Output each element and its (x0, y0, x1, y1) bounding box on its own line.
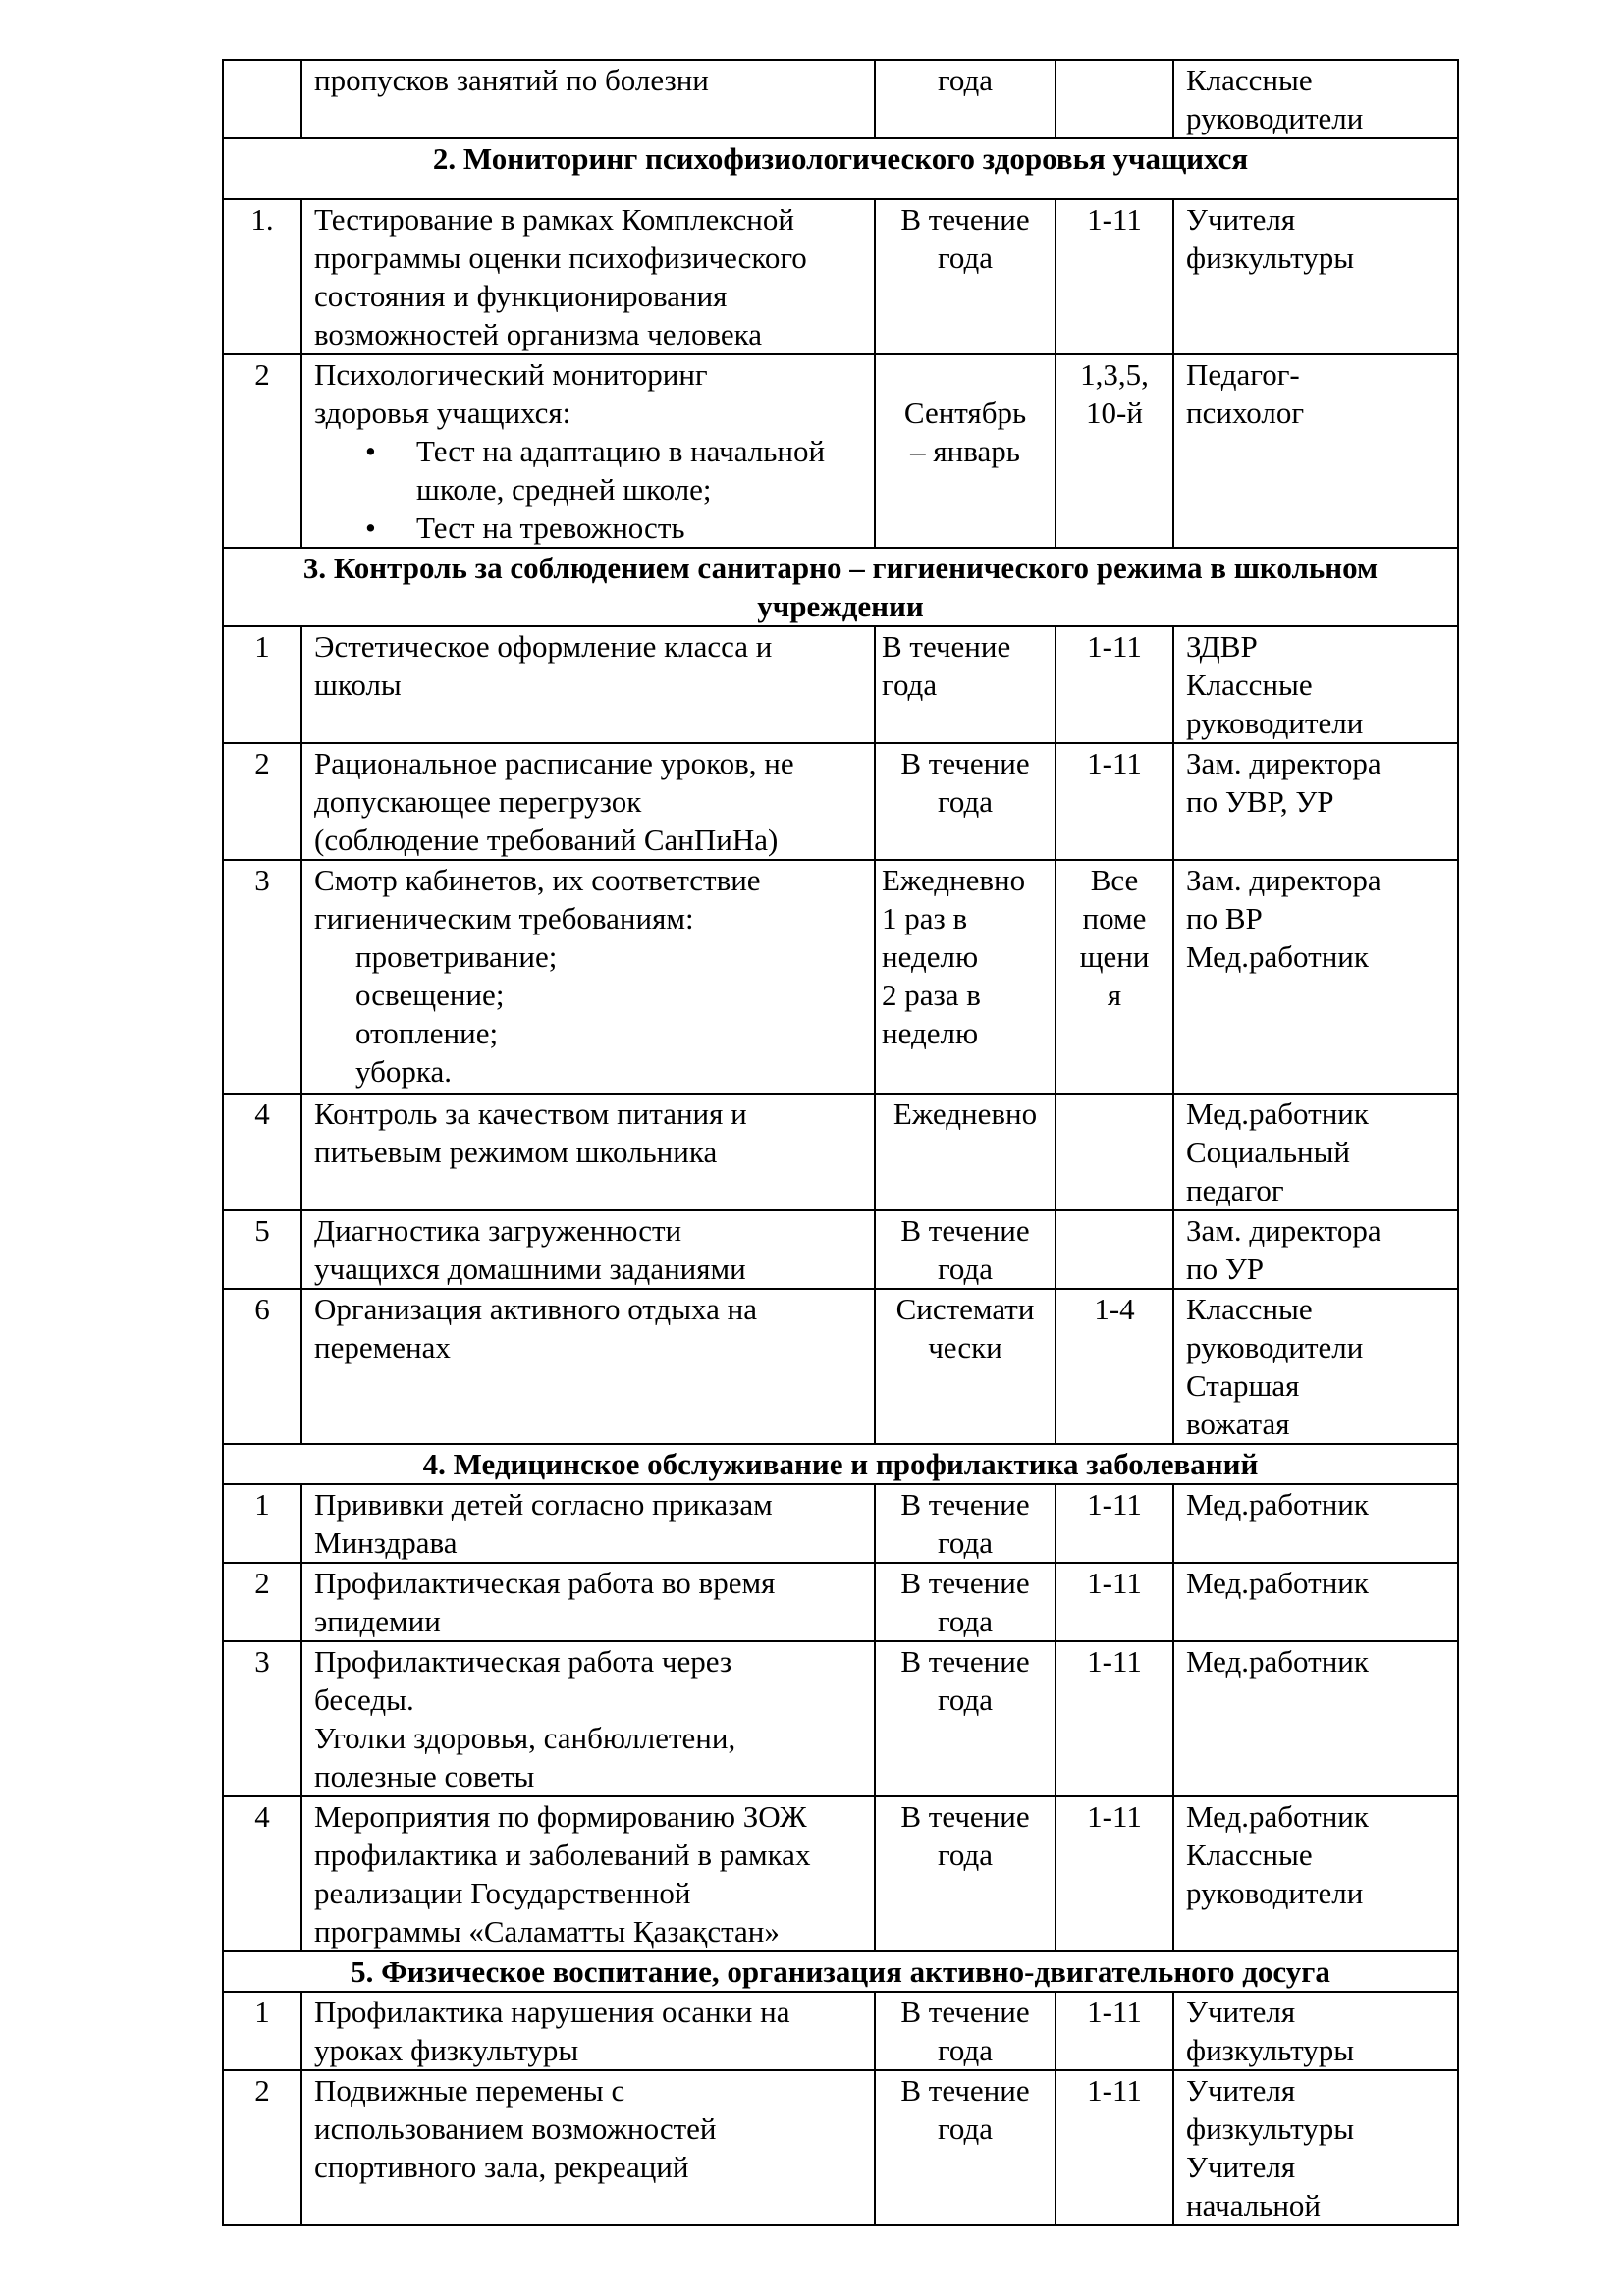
grades-cell (1056, 354, 1173, 548)
activity-text: полезные советы (314, 1759, 535, 1793)
activity-cell (301, 1796, 875, 1951)
activity-text: Минздрава (314, 1525, 458, 1560)
activity-cell (301, 354, 875, 548)
timing-text (882, 355, 1049, 394)
responsible-cell (1173, 2070, 1458, 2225)
responsible-text: Мед.работник (1186, 1644, 1369, 1679)
activity-text: уроках физкультуры (314, 2033, 579, 2067)
row-number-cell (223, 743, 301, 860)
table-row (223, 860, 1458, 1094)
timing-cell (875, 860, 1056, 1094)
activity-text: переменах (314, 1330, 451, 1364)
row-number-cell (223, 1796, 301, 1951)
row-number: 1 (254, 1487, 270, 1522)
responsible-cell (1173, 1289, 1458, 1444)
timing-text: В течение (900, 1799, 1030, 1834)
responsible-text: руководители (1186, 1330, 1364, 1364)
responsible-text: Мед.работник (1186, 1096, 1369, 1131)
row-number-cell (223, 1484, 301, 1563)
timing-text: Сентябрь (903, 396, 1027, 430)
row-number: 4 (254, 1096, 270, 1131)
activity-cell (301, 1210, 875, 1289)
section-row (223, 548, 1458, 626)
row-number: 5 (254, 1213, 270, 1248)
timing-text: 2 раза в (882, 978, 981, 1012)
grades-text: 1-11 (1087, 1995, 1142, 2029)
activity-text: Организация активного отдыха на (314, 1292, 757, 1326)
grades-text: 1-4 (1094, 1292, 1135, 1326)
responsible-text: Учителя (1186, 1995, 1296, 2029)
activity-text: Подвижные перемены с (314, 2073, 625, 2108)
responsible-text: Мед.работник (1186, 1487, 1369, 1522)
activity-text: пропусков занятий по болезни (314, 63, 709, 97)
grades-cell (1056, 743, 1173, 860)
activity-text: профилактика и заболеваний в рамках (314, 1838, 811, 1872)
row-number-cell (223, 2070, 301, 2225)
responsible-text: Классные (1186, 63, 1313, 97)
row-number: 2 (254, 746, 270, 780)
activity-text: спортивного зала, рекреаций (314, 2150, 689, 2184)
responsible-cell (1173, 60, 1458, 138)
document-page (222, 59, 1457, 2226)
row-number: 3 (254, 1644, 270, 1679)
timing-text: В течение (900, 746, 1030, 780)
grades-text: щени (1079, 939, 1150, 974)
responsible-text: педагог (1186, 1173, 1284, 1207)
timing-text: Ежедневно (893, 1096, 1038, 1131)
activity-text: (соблюдение требований СанПиНа) (314, 823, 779, 857)
table-row (223, 626, 1458, 743)
grades-cell (1056, 1210, 1173, 1289)
table-row (223, 1484, 1458, 1563)
bullet-item: школе, средней школе; (416, 472, 712, 507)
grades-cell (1056, 199, 1173, 354)
timing-cell (875, 1094, 1056, 1210)
table-body (223, 60, 1458, 2225)
activity-text: допускающее перегрузок (314, 784, 642, 819)
table-row (223, 1641, 1458, 1796)
row-number-cell (223, 1641, 301, 1796)
responsible-cell (1173, 860, 1458, 1094)
timing-text: года (937, 1525, 994, 1560)
timing-text: 1 раз в (882, 901, 968, 935)
timing-text: неделю (882, 939, 979, 974)
row-number-cell (223, 1563, 301, 1641)
grades-text (1060, 61, 1168, 99)
health-plan-table (222, 59, 1459, 2226)
grades-text: 1-11 (1087, 1644, 1142, 1679)
responsible-text: руководители (1186, 101, 1364, 135)
timing-cell (875, 199, 1056, 354)
responsible-text: Классные (1186, 1838, 1313, 1872)
responsible-text: ЗДВР (1186, 629, 1258, 664)
grades-cell (1056, 860, 1173, 1094)
row-number: 2 (254, 1566, 270, 1600)
grades-cell (1056, 1641, 1173, 1796)
activity-text: школы (314, 667, 402, 702)
timing-text: года (937, 2111, 994, 2146)
checklist-item: отопление; (355, 1016, 499, 1050)
responsible-text: руководители (1186, 1876, 1364, 1910)
activity-text: Прививки детей согласно приказам (314, 1487, 773, 1522)
table-row (223, 1094, 1458, 1210)
responsible-text: Зам. директора (1186, 863, 1381, 897)
row-number: 6 (254, 1292, 270, 1326)
section-title: 2. Мониторинг психофизиологического здоровья учащихся (223, 138, 1458, 199)
timing-text: года (937, 1682, 994, 1717)
activity-text: Профилактика нарушения осанки на (314, 1995, 790, 2029)
timing-text: года (937, 784, 994, 819)
row-number-cell (223, 860, 301, 1094)
activity-text: эпидемии (314, 1604, 441, 1638)
grades-text: поме (1082, 901, 1147, 935)
timing-text: года (937, 1604, 994, 1638)
timing-text: В течение (882, 629, 1011, 664)
activity-cell (301, 1484, 875, 1563)
grades-text: 1-11 (1087, 1566, 1142, 1600)
activity-cell (301, 2070, 875, 2225)
grades-cell (1056, 1289, 1173, 1444)
timing-cell (875, 1563, 1056, 1641)
timing-cell (875, 1796, 1056, 1951)
responsible-cell (1173, 1796, 1458, 1951)
responsible-cell (1173, 1992, 1458, 2070)
timing-text: чески (928, 1330, 1002, 1364)
responsible-text: психолог (1186, 396, 1305, 430)
timing-cell (875, 1210, 1056, 1289)
grades-text: 1-11 (1087, 1487, 1142, 1522)
responsible-cell (1173, 1641, 1458, 1796)
timing-text: года (937, 1252, 994, 1286)
timing-cell (875, 60, 1056, 138)
row-number-cell (223, 354, 301, 548)
row-number-cell (223, 1992, 301, 2070)
table-row (223, 1796, 1458, 1951)
grades-text: Все (1090, 863, 1139, 897)
timing-text: года (882, 667, 938, 702)
row-number-cell (223, 1094, 301, 1210)
timing-cell (875, 1484, 1056, 1563)
activity-text: реализации Государственной (314, 1876, 691, 1910)
timing-text: – январь (910, 434, 1020, 468)
row-number: 3 (254, 863, 270, 897)
responsible-cell (1173, 199, 1458, 354)
row-number-cell (223, 1210, 301, 1289)
responsible-text: Учителя (1186, 2073, 1296, 2108)
table-row (223, 743, 1458, 860)
table-row (223, 1210, 1458, 1289)
section-title: 5. Физическое воспитание, организация активно-двигательного досуга (223, 1951, 1458, 1992)
responsible-text: вожатая (1186, 1407, 1290, 1441)
table-row (223, 60, 1458, 138)
responsible-text: физкультуры (1186, 240, 1355, 275)
grades-cell (1056, 1094, 1173, 1210)
responsible-text: Мед.работник (1186, 1566, 1369, 1600)
activity-text: беседы. (314, 1682, 414, 1717)
activity-text: возможностей организма человека (314, 317, 763, 351)
responsible-text: Учителя (1186, 202, 1296, 237)
responsible-text: по ВР (1186, 901, 1263, 935)
responsible-text: Социальный (1186, 1135, 1351, 1169)
activity-text: программы «Саламатты Қазақстан» (314, 1914, 780, 1949)
activity-cell (301, 1641, 875, 1796)
timing-text: неделю (882, 1016, 979, 1050)
responsible-text: по УР (1186, 1252, 1265, 1286)
responsible-text: Мед.работник (1186, 1799, 1369, 1834)
timing-cell (875, 354, 1056, 548)
responsible-cell (1173, 1563, 1458, 1641)
activity-text: Уголки здоровья, санбюллетени, (314, 1721, 736, 1755)
activity-text: Контроль за качеством питания и (314, 1096, 747, 1131)
section-row (223, 1951, 1458, 1992)
responsible-text: Педагог- (1186, 357, 1300, 392)
activity-text: Диагностика загруженности (314, 1213, 682, 1248)
bullet-item: • Тест на адаптацию в начальной (314, 432, 862, 470)
table-row (223, 1992, 1458, 2070)
row-number: 1 (254, 1995, 270, 2029)
timing-cell (875, 1992, 1056, 2070)
activity-text: Мероприятия по формированию ЗОЖ (314, 1799, 807, 1834)
grades-text: 1-11 (1087, 629, 1142, 664)
responsible-text: физкультуры (1186, 2111, 1355, 2146)
timing-text: года (937, 240, 994, 275)
responsible-text: Зам. директора (1186, 746, 1381, 780)
responsible-text: Зам. директора (1186, 1213, 1381, 1248)
grades-text (1060, 1211, 1168, 1250)
row-number-cell (223, 1289, 301, 1444)
grades-text (1060, 1095, 1168, 1133)
responsible-text: физкультуры (1186, 2033, 1355, 2067)
grades-cell (1056, 1484, 1173, 1563)
timing-text: В течение (900, 202, 1030, 237)
grades-text: 1,3,5, (1080, 357, 1149, 392)
responsible-cell (1173, 1484, 1458, 1563)
timing-cell (875, 743, 1056, 860)
table-row (223, 1289, 1458, 1444)
grades-text: 1-11 (1087, 202, 1142, 237)
activity-text: питьевым режимом школьника (314, 1135, 718, 1169)
activity-text: Профилактическая работа во время (314, 1566, 776, 1600)
responsible-text: Учителя (1186, 2150, 1296, 2184)
timing-text: В течение (900, 1213, 1030, 1248)
timing-cell (875, 2070, 1056, 2225)
grades-text: 1-11 (1087, 746, 1142, 780)
grades-cell (1056, 626, 1173, 743)
activity-text: Эстетическое оформление класса и (314, 629, 773, 664)
responsible-text: руководители (1186, 706, 1364, 740)
activity-text: состояния и функционирования (314, 279, 728, 313)
activity-text: Рациональное расписание уроков, не (314, 746, 794, 780)
responsible-text: по УВР, УР (1186, 784, 1334, 819)
row-number: 2 (254, 2073, 270, 2108)
section-title: 4. Медицинское обслуживание и профилактика заболеваний (223, 1444, 1458, 1484)
timing-cell (875, 1641, 1056, 1796)
grades-text: я (1107, 978, 1122, 1012)
activity-text: Тестирование в рамках Комплексной (314, 202, 794, 237)
activity-cell (301, 1289, 875, 1444)
activity-text: учащихся домашними заданиями (314, 1252, 746, 1286)
activity-cell (301, 860, 875, 1094)
row-number: 1 (254, 629, 270, 664)
table-row (223, 1563, 1458, 1641)
timing-text: В течение (900, 1566, 1030, 1600)
grades-cell (1056, 2070, 1173, 2225)
table-row (223, 199, 1458, 354)
activity-cell (301, 199, 875, 354)
activity-text: программы оценки психофизического (314, 240, 807, 275)
checklist-item: уборка. (355, 1054, 452, 1089)
grades-text: 1-11 (1087, 1799, 1142, 1834)
activity-cell (301, 60, 875, 138)
activity-cell (301, 1094, 875, 1210)
row-number-cell (223, 199, 301, 354)
row-number: 2 (254, 357, 270, 392)
section-row (223, 138, 1458, 199)
grades-text: 10-й (1086, 396, 1143, 430)
activity-text: гигиеническим требованиям: (314, 901, 694, 935)
timing-text: В течение (900, 1995, 1030, 2029)
responsible-cell (1173, 1210, 1458, 1289)
timing-cell (875, 1289, 1056, 1444)
grades-cell (1056, 60, 1173, 138)
section-row (223, 1444, 1458, 1484)
responsible-text: начальной (1186, 2188, 1322, 2222)
timing-text: В течение (900, 1487, 1030, 1522)
responsible-text: Классные (1186, 667, 1313, 702)
section-title: 3. Контроль за соблюдением санитарно – гигиенического режима в школьном учреждении (223, 548, 1458, 626)
timing-text: Ежедневно (882, 863, 1026, 897)
activity-cell (301, 1563, 875, 1641)
row-number-cell (223, 60, 301, 138)
responsible-text: Старшая (1186, 1368, 1300, 1403)
checklist-item: проветривание; (355, 939, 558, 974)
grades-cell (1056, 1992, 1173, 2070)
activity-cell (301, 1992, 875, 2070)
row-number: 1. (250, 202, 274, 237)
checklist-item: освещение; (355, 978, 505, 1012)
timing-text: года (937, 63, 994, 97)
grades-text: 1-11 (1087, 2073, 1142, 2108)
activity-text: Психологический мониторинг (314, 357, 708, 392)
responsible-cell (1173, 354, 1458, 548)
bullet-item: • Тест на тревожность (314, 508, 862, 547)
timing-text: года (937, 1838, 994, 1872)
activity-cell (301, 626, 875, 743)
activity-text: Смотр кабинетов, их соответствие (314, 863, 761, 897)
row-number (228, 61, 297, 99)
responsible-text: Мед.работник (1186, 939, 1369, 974)
responsible-cell (1173, 626, 1458, 743)
row-number-cell (223, 626, 301, 743)
activity-text: использованием возможностей (314, 2111, 717, 2146)
timing-cell (875, 626, 1056, 743)
table-row (223, 354, 1458, 548)
responsible-cell (1173, 1094, 1458, 1210)
table-row (223, 2070, 1458, 2225)
timing-text: В течение (900, 2073, 1030, 2108)
activity-cell (301, 743, 875, 860)
row-number: 4 (254, 1799, 270, 1834)
timing-text: В течение (900, 1644, 1030, 1679)
grades-cell (1056, 1796, 1173, 1951)
timing-text: года (937, 2033, 994, 2067)
timing-text: Системати (895, 1292, 1035, 1326)
responsible-text: Классные (1186, 1292, 1313, 1326)
activity-text: Профилактическая работа через (314, 1644, 732, 1679)
responsible-cell (1173, 743, 1458, 860)
activity-text: здоровья учащихся: (314, 396, 571, 430)
grades-cell (1056, 1563, 1173, 1641)
